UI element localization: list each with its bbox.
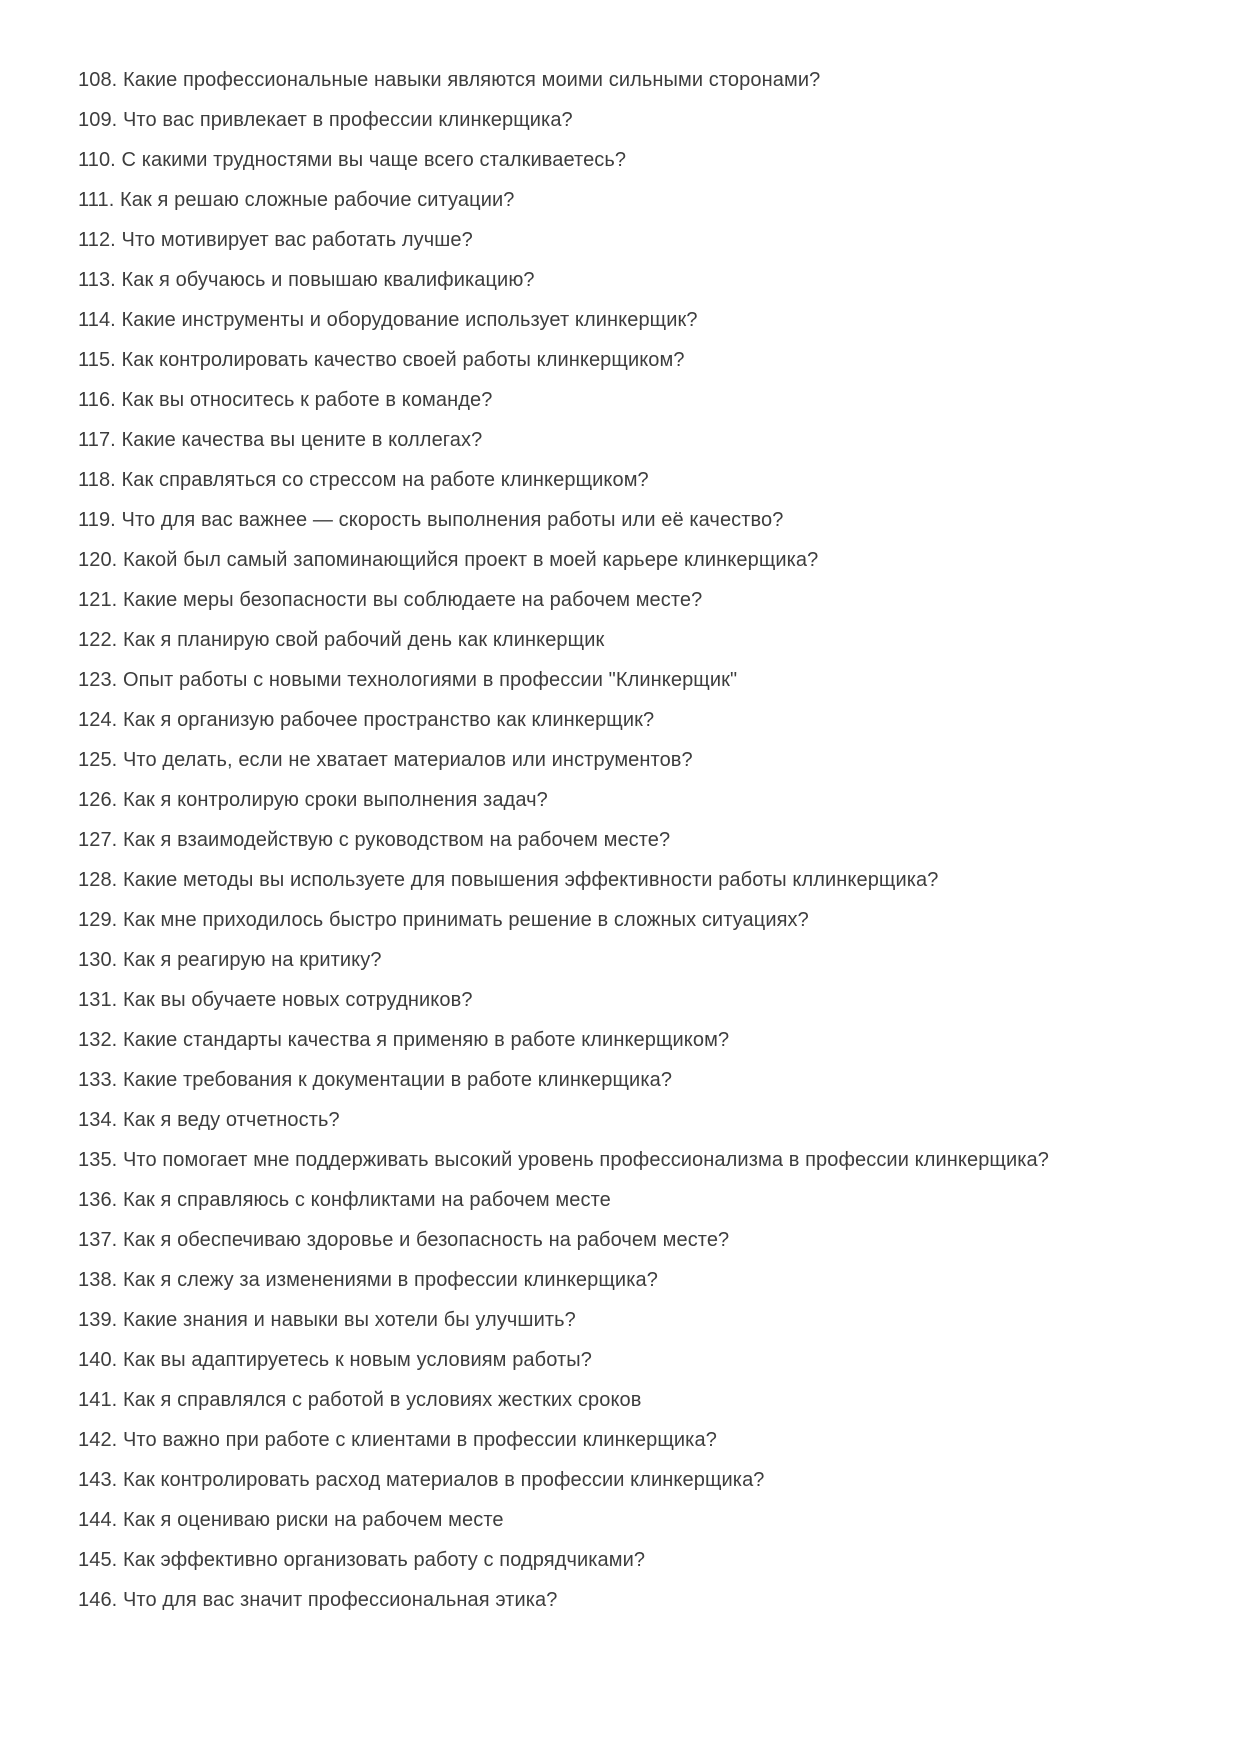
- question-text: Как я контролирую сроки выполнения задач?: [123, 789, 548, 811]
- question-text: Как я решаю сложные рабочие ситуации?: [120, 189, 515, 211]
- question-number: 120.: [78, 549, 118, 571]
- question-text: Как я реагирую на критику?: [123, 949, 382, 971]
- question-item: [78, 1460, 1158, 1500]
- question-number: 144.: [78, 1509, 118, 1531]
- question-text: Как мне приходилось быстро принимать решение в сложных ситуациях?: [123, 909, 809, 931]
- question-item: [78, 220, 1158, 260]
- question-number: 113.: [78, 269, 116, 291]
- question-item: [78, 1380, 1158, 1420]
- question-item: [78, 1260, 1158, 1300]
- question-text: Как я справлялся с работой в условиях жестких сроков: [123, 1389, 642, 1411]
- question-number: 133.: [78, 1069, 118, 1091]
- question-text: Как я оцениваю риски на рабочем месте: [123, 1509, 504, 1531]
- question-number: 124.: [78, 709, 118, 731]
- question-number: 111.: [78, 189, 115, 211]
- question-item: [78, 1020, 1158, 1060]
- question-number: 108.: [78, 69, 118, 91]
- question-item: [78, 660, 1158, 700]
- question-text: Что мотивирует вас работать лучше?: [121, 229, 473, 251]
- question-number: 118.: [78, 469, 116, 491]
- question-text: Какие инструменты и оборудование использует клинкерщик?: [121, 309, 698, 331]
- question-number: 119.: [78, 509, 116, 531]
- question-number: 114.: [78, 309, 116, 331]
- question-text: Как эффективно организовать работу с подрядчиками?: [123, 1549, 646, 1571]
- question-text: Что вас привлекает в профессии клинкерщика?: [123, 109, 573, 131]
- question-text: Какие знания и навыки вы хотели бы улучшить?: [123, 1309, 576, 1331]
- question-text: Какие методы вы используете для повышения эффективности работы кллинкерщика?: [123, 869, 939, 891]
- question-number: 127.: [78, 829, 118, 851]
- question-text: Как контролировать расход материалов в профессии клинкерщика?: [123, 1469, 765, 1491]
- question-text: Какой был самый запоминающийся проект в моей карьере клинкерщика?: [123, 549, 819, 571]
- question-number: 125.: [78, 749, 118, 771]
- question-number: 112.: [78, 229, 116, 251]
- question-number: 121.: [78, 589, 118, 611]
- question-number: 134.: [78, 1109, 118, 1131]
- question-text: Какие меры безопасности вы соблюдаете на рабочем месте?: [123, 589, 703, 611]
- questions-list: [78, 60, 1158, 1620]
- question-item: [78, 1340, 1158, 1380]
- question-text: Как я организую рабочее пространство как клинкерщик?: [123, 709, 655, 731]
- question-text: Что помогает мне поддерживать высокий уровень профессионализма в профессии клинкерщика?: [123, 1149, 1049, 1171]
- question-number: 128.: [78, 869, 118, 891]
- question-item: [78, 940, 1158, 980]
- question-item: [78, 1500, 1158, 1540]
- question-item: [78, 260, 1158, 300]
- question-item: [78, 780, 1158, 820]
- question-number: 143.: [78, 1469, 118, 1491]
- question-item: [78, 1300, 1158, 1340]
- question-text: Что для вас важнее — скорость выполнения работы или её качество?: [121, 509, 784, 531]
- question-item: [78, 300, 1158, 340]
- question-number: 140.: [78, 1349, 118, 1371]
- question-number: 123.: [78, 669, 118, 691]
- question-number: 122.: [78, 629, 118, 651]
- question-text: Как справляться со стрессом на работе клинкерщиком?: [121, 469, 649, 491]
- question-text: Опыт работы с новыми технологиями в профессии "Клинкерщик": [123, 669, 738, 691]
- question-item: [78, 500, 1158, 540]
- question-item: [78, 1420, 1158, 1460]
- question-text: Как вы обучаете новых сотрудников?: [123, 989, 473, 1011]
- question-text: Какие профессиональные навыки являются моими сильными сторонами?: [123, 69, 821, 91]
- question-item: [78, 1540, 1158, 1580]
- question-text: Что делать, если не хватает материалов или инструментов?: [123, 749, 693, 771]
- question-number: 117.: [78, 429, 116, 451]
- question-item: [78, 180, 1158, 220]
- question-item: [78, 140, 1158, 180]
- question-item: [78, 340, 1158, 380]
- question-number: 141.: [78, 1389, 118, 1411]
- question-number: 126.: [78, 789, 118, 811]
- question-text: С какими трудностями вы чаще всего сталкиваетесь?: [121, 149, 627, 171]
- question-item: [78, 540, 1158, 580]
- question-item: [78, 900, 1158, 940]
- question-item: [78, 860, 1158, 900]
- question-number: 116.: [78, 389, 116, 411]
- question-number: 115.: [78, 349, 116, 371]
- question-item: [78, 580, 1158, 620]
- question-item: [78, 980, 1158, 1020]
- question-item: [78, 380, 1158, 420]
- question-text: Что для вас значит профессиональная этика?: [123, 1589, 558, 1611]
- question-number: 109.: [78, 109, 118, 131]
- question-item: [78, 1580, 1158, 1620]
- question-text: Как я обучаюсь и повышаю квалификацию?: [121, 269, 535, 291]
- question-text: Что важно при работе с клиентами в профессии клинкерщика?: [123, 1429, 717, 1451]
- question-item: [78, 420, 1158, 460]
- question-item: [78, 1060, 1158, 1100]
- question-item: [78, 1100, 1158, 1140]
- question-item: [78, 740, 1158, 780]
- question-item: [78, 460, 1158, 500]
- question-item: [78, 1220, 1158, 1260]
- question-text: Как я обеспечиваю здоровье и безопасность на рабочем месте?: [123, 1229, 730, 1251]
- question-number: 135.: [78, 1149, 118, 1171]
- question-text: Как контролировать качество своей работы клинкерщиком?: [121, 349, 685, 371]
- question-number: 142.: [78, 1429, 118, 1451]
- question-number: 138.: [78, 1269, 118, 1291]
- question-text: Какие стандарты качества я применяю в работе клинкерщиком?: [123, 1029, 730, 1051]
- question-number: 132.: [78, 1029, 118, 1051]
- question-number: 131.: [78, 989, 118, 1011]
- question-item: [78, 1140, 1158, 1180]
- question-item: [78, 100, 1158, 140]
- question-number: 110.: [78, 149, 116, 171]
- question-number: 146.: [78, 1589, 118, 1611]
- question-text: Как я справляюсь с конфликтами на рабочем месте: [123, 1189, 611, 1211]
- question-item: [78, 60, 1158, 100]
- question-item: [78, 820, 1158, 860]
- question-item: [78, 700, 1158, 740]
- question-number: 130.: [78, 949, 118, 971]
- question-number: 139.: [78, 1309, 118, 1331]
- question-number: 137.: [78, 1229, 118, 1251]
- question-number: 145.: [78, 1549, 118, 1571]
- question-text: Как вы относитесь к работе в команде?: [121, 389, 493, 411]
- question-text: Как я веду отчетность?: [123, 1109, 340, 1131]
- question-number: 136.: [78, 1189, 118, 1211]
- question-item: [78, 1180, 1158, 1220]
- question-text: Как я слежу за изменениями в профессии клинкерщика?: [123, 1269, 658, 1291]
- question-text: Как я взаимодействую с руководством на рабочем месте?: [123, 829, 671, 851]
- question-text: Какие качества вы цените в коллегах?: [121, 429, 483, 451]
- question-number: 129.: [78, 909, 118, 931]
- question-text: Как вы адаптируетесь к новым условиям работы?: [123, 1349, 592, 1371]
- question-text: Как я планирую свой рабочий день как клинкерщик: [123, 629, 605, 651]
- question-text: Какие требования к документации в работе клинкерщика?: [123, 1069, 673, 1091]
- question-item: [78, 620, 1158, 660]
